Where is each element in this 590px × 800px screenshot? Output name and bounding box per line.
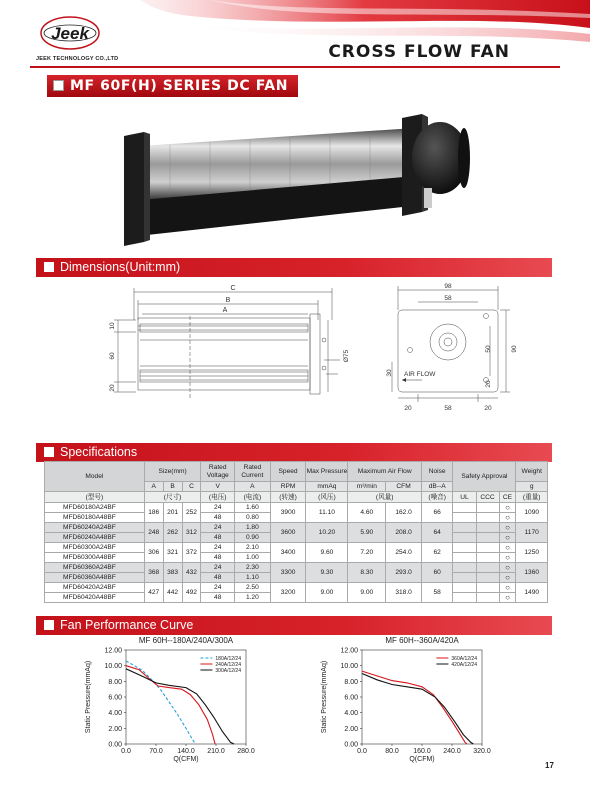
cell-voltage: 24 bbox=[201, 563, 235, 573]
cell-m3: 5.90 bbox=[348, 523, 386, 543]
col-ccc: CCC bbox=[476, 492, 499, 503]
cell-model: MFD60240A48BF bbox=[45, 533, 145, 543]
y-tick-label: 8.00 bbox=[344, 678, 358, 686]
y-tick-label: 10.00 bbox=[340, 663, 358, 671]
dim-label-a: A bbox=[222, 307, 228, 314]
section-performance: Fan Performance Curve bbox=[36, 616, 552, 635]
cell-cfm: 318.0 bbox=[386, 583, 422, 603]
cell-ce: ○ bbox=[499, 543, 516, 553]
y-tick-label: 8.00 bbox=[108, 678, 122, 686]
y-tick-label: 6.00 bbox=[108, 694, 122, 702]
page-header bbox=[0, 0, 590, 70]
dimension-drawing-side bbox=[100, 280, 360, 415]
x-axis-label: Q(CFM) bbox=[173, 756, 199, 763]
x-tick-label: 80.0 bbox=[385, 748, 399, 755]
table-row bbox=[45, 563, 548, 573]
x-tick-label: 320.0 bbox=[473, 748, 491, 755]
cell-ul bbox=[453, 503, 476, 513]
y-tick-label: 2.00 bbox=[108, 725, 122, 733]
cell-ul bbox=[453, 583, 476, 593]
cell-current: 1.20 bbox=[235, 593, 271, 603]
dim-label-50: 50 bbox=[485, 345, 492, 353]
x-axis-label: Q(CFM) bbox=[409, 756, 435, 763]
unit-a: A bbox=[144, 482, 163, 492]
cell-weight: 1490 bbox=[516, 583, 548, 603]
cell-speed: 3400 bbox=[270, 543, 306, 563]
cell-voltage: 48 bbox=[201, 593, 235, 603]
col-model: Model bbox=[45, 462, 145, 492]
jeek-logo bbox=[40, 14, 100, 52]
cell-ce: ○ bbox=[499, 503, 516, 513]
col-voltage: Rated Voltage bbox=[201, 462, 235, 482]
section-specifications: Specifications bbox=[36, 443, 552, 462]
cell-a: 306 bbox=[144, 543, 163, 563]
cell-b: 201 bbox=[163, 503, 182, 523]
cell-voltage: 48 bbox=[201, 533, 235, 543]
cell-current: 2.10 bbox=[235, 543, 271, 553]
y-tick-label: 12.00 bbox=[104, 647, 122, 655]
bullet-box-icon bbox=[44, 620, 54, 630]
series-line-0 bbox=[362, 671, 467, 744]
cell-model: MFD60300A48BF bbox=[45, 553, 145, 563]
cell-model: MFD60300A24BF bbox=[45, 543, 145, 553]
unit-v: V bbox=[201, 482, 235, 492]
cell-current: 1.10 bbox=[235, 573, 271, 583]
cell-pressure: 9.00 bbox=[306, 583, 348, 603]
dim-label-diameter: Ø75 bbox=[343, 349, 350, 363]
cell-ccc bbox=[476, 533, 499, 543]
cn-size: (尺寸) bbox=[144, 492, 201, 503]
cell-c: 492 bbox=[182, 583, 201, 603]
cell-voltage: 24 bbox=[201, 523, 235, 533]
cell-voltage: 24 bbox=[201, 583, 235, 593]
unit-mmaq: mmAq bbox=[306, 482, 348, 492]
legend-label: 420A/12/24 bbox=[451, 662, 477, 668]
cn-airflow: (风量) bbox=[348, 492, 422, 503]
cell-weight: 1090 bbox=[516, 503, 548, 523]
unit-b: B bbox=[163, 482, 182, 492]
unit-amp: A bbox=[235, 482, 271, 492]
table-row bbox=[45, 543, 548, 553]
cell-a: 368 bbox=[144, 563, 163, 583]
cell-noise: 58 bbox=[421, 583, 453, 603]
dim-label-20-right: 20 bbox=[485, 380, 492, 388]
cell-c: 252 bbox=[182, 503, 201, 523]
y-tick-label: 2.00 bbox=[344, 725, 358, 733]
table-row bbox=[45, 523, 548, 533]
x-tick-label: 240.0 bbox=[443, 748, 461, 755]
cell-b: 383 bbox=[163, 563, 182, 583]
cell-m3: 8.30 bbox=[348, 563, 386, 583]
cell-a: 248 bbox=[144, 523, 163, 543]
cell-ul bbox=[453, 533, 476, 543]
dim-label-30: 30 bbox=[386, 369, 393, 377]
cell-noise: 62 bbox=[421, 543, 453, 563]
chart-title: MF 60H--360A/420A bbox=[385, 636, 459, 645]
cell-weight: 1250 bbox=[516, 543, 548, 563]
cell-b: 262 bbox=[163, 523, 182, 543]
cell-model: MFD60180A24BF bbox=[45, 503, 145, 513]
cell-model: MFD60420A24BF bbox=[45, 583, 145, 593]
cell-c: 432 bbox=[182, 563, 201, 583]
series-line-1 bbox=[362, 674, 473, 745]
cell-ccc bbox=[476, 503, 499, 513]
cell-ccc bbox=[476, 563, 499, 573]
cell-weight: 1170 bbox=[516, 523, 548, 543]
cell-model: MFD60360A24BF bbox=[45, 563, 145, 573]
catalog-title: CROSS FLOW FAN bbox=[328, 42, 510, 62]
cell-pressure: 9.60 bbox=[306, 543, 348, 563]
cell-ce: ○ bbox=[499, 563, 516, 573]
col-current: Rated Current bbox=[235, 462, 271, 482]
dimension-drawing-end bbox=[380, 280, 520, 415]
x-tick-label: 70.0 bbox=[149, 748, 163, 755]
bullet-box-icon bbox=[44, 262, 54, 272]
cell-ccc bbox=[476, 553, 499, 563]
cell-ccc bbox=[476, 583, 499, 593]
cell-ccc bbox=[476, 523, 499, 533]
cell-speed: 3600 bbox=[270, 523, 306, 543]
bullet-box-icon bbox=[44, 447, 54, 457]
cell-pressure: 10.20 bbox=[306, 523, 348, 543]
cell-voltage: 48 bbox=[201, 553, 235, 563]
cell-current: 1.00 bbox=[235, 553, 271, 563]
cell-ccc bbox=[476, 513, 499, 523]
cell-ul bbox=[453, 523, 476, 533]
cell-speed: 3300 bbox=[270, 563, 306, 583]
x-tick-label: 160.0 bbox=[413, 748, 431, 755]
dim-label-c: C bbox=[230, 285, 236, 292]
cell-current: 0.80 bbox=[235, 513, 271, 523]
legend-label: 300A/12/24 bbox=[215, 668, 241, 674]
cell-current: 1.80 bbox=[235, 523, 271, 533]
col-weight: Weight bbox=[516, 462, 548, 482]
cell-pressure: 11.10 bbox=[306, 503, 348, 523]
unit-rpm: RPM bbox=[270, 482, 306, 492]
cell-ccc bbox=[476, 543, 499, 553]
cell-ce: ○ bbox=[499, 573, 516, 583]
col-ce: CE bbox=[499, 492, 516, 503]
chart-title: MF 60H--180A/240A/300A bbox=[138, 636, 234, 645]
cell-m3: 7.20 bbox=[348, 543, 386, 563]
table-row bbox=[45, 583, 548, 593]
cell-model: MFD60240A24BF bbox=[45, 523, 145, 533]
header-divider bbox=[30, 66, 560, 68]
cell-c: 312 bbox=[182, 523, 201, 543]
cell-ccc bbox=[476, 593, 499, 603]
cell-current: 2.50 bbox=[235, 583, 271, 593]
cell-m3: 4.60 bbox=[348, 503, 386, 523]
cell-b: 321 bbox=[163, 543, 182, 563]
cell-a: 427 bbox=[144, 583, 163, 603]
cell-ul bbox=[453, 543, 476, 553]
cn-voltage: (电压) bbox=[201, 492, 235, 503]
series-line-1 bbox=[126, 666, 215, 744]
dim-label-90: 90 bbox=[511, 345, 518, 353]
cn-weight: (重量) bbox=[516, 492, 548, 503]
cell-noise: 66 bbox=[421, 503, 453, 523]
unit-cfm: CFM bbox=[386, 482, 422, 492]
cell-noise: 60 bbox=[421, 563, 453, 583]
fan-product-image bbox=[110, 108, 480, 248]
dim-label-58-top: 58 bbox=[444, 295, 452, 302]
cell-model: MFD60420A48BF bbox=[45, 593, 145, 603]
dim-label-58-bottom: 58 bbox=[444, 405, 452, 412]
company-name: JEEK TECHNOLOGY CO.,LTD bbox=[36, 56, 119, 62]
bullet-box-icon bbox=[53, 80, 64, 91]
airflow-label: AIR FLOW bbox=[404, 371, 436, 378]
cn-noise: (噪音) bbox=[421, 492, 453, 503]
cell-ce: ○ bbox=[499, 553, 516, 563]
cell-ce: ○ bbox=[499, 513, 516, 523]
cell-voltage: 48 bbox=[201, 573, 235, 583]
col-ul: UL bbox=[453, 492, 476, 503]
cell-cfm: 208.0 bbox=[386, 523, 422, 543]
cn-pressure: (风压) bbox=[306, 492, 348, 503]
y-tick-label: 4.00 bbox=[344, 710, 358, 718]
cell-current: 2.30 bbox=[235, 563, 271, 573]
unit-c: C bbox=[182, 482, 201, 492]
series-line-2 bbox=[126, 669, 234, 744]
cell-model: MFD60360A48BF bbox=[45, 573, 145, 583]
y-tick-label: 0.00 bbox=[344, 741, 358, 749]
performance-chart-180-240-300 bbox=[82, 634, 272, 766]
col-safety: Safety Approval bbox=[453, 462, 516, 492]
cell-m3: 9.00 bbox=[348, 583, 386, 603]
cell-pressure: 9.30 bbox=[306, 563, 348, 583]
section-dimensions: Dimensions(Unit:mm) bbox=[36, 258, 552, 277]
cn-model: (型号) bbox=[45, 492, 145, 503]
y-axis-label: Static Pressure(mmAq) bbox=[321, 660, 328, 734]
dim-label-b: B bbox=[225, 297, 231, 304]
cell-ce: ○ bbox=[499, 583, 516, 593]
cell-ul bbox=[453, 573, 476, 583]
cell-voltage: 24 bbox=[201, 503, 235, 513]
dim-label-60: 60 bbox=[109, 352, 116, 360]
y-tick-label: 12.00 bbox=[340, 647, 358, 655]
col-airflow: Maximum Air Flow bbox=[348, 462, 422, 482]
dim-label-10: 10 bbox=[109, 322, 116, 330]
cell-noise: 64 bbox=[421, 523, 453, 543]
page-number: 17 bbox=[545, 761, 554, 770]
cell-ce: ○ bbox=[499, 593, 516, 603]
y-axis-label: Static Pressure(mmAq) bbox=[85, 660, 92, 734]
dim-label-98: 98 bbox=[444, 283, 452, 290]
x-tick-label: 0.0 bbox=[121, 748, 131, 755]
cell-model: MFD60180A48BF bbox=[45, 513, 145, 523]
cell-speed: 3200 bbox=[270, 583, 306, 603]
col-speed: Speed bbox=[270, 462, 306, 482]
cell-a: 186 bbox=[144, 503, 163, 523]
y-tick-label: 10.00 bbox=[104, 663, 122, 671]
cell-current: 1.60 bbox=[235, 503, 271, 513]
y-tick-label: 6.00 bbox=[344, 694, 358, 702]
y-tick-label: 0.00 bbox=[108, 741, 122, 749]
col-noise: Noise bbox=[421, 462, 453, 482]
svg-text:Jeek: Jeek bbox=[51, 24, 89, 43]
cell-ce: ○ bbox=[499, 523, 516, 533]
cell-ul bbox=[453, 513, 476, 523]
table-row bbox=[45, 503, 548, 513]
x-tick-label: 140.0 bbox=[177, 748, 195, 755]
unit-dba: dB--A bbox=[421, 482, 453, 492]
cell-ccc bbox=[476, 573, 499, 583]
dim-label-20: 20 bbox=[109, 384, 116, 392]
cell-weight: 1360 bbox=[516, 563, 548, 583]
x-tick-label: 280.0 bbox=[237, 748, 255, 755]
cell-ul bbox=[453, 553, 476, 563]
col-size: Size(mm) bbox=[144, 462, 201, 482]
cell-speed: 3900 bbox=[270, 503, 306, 523]
cell-ul bbox=[453, 563, 476, 573]
series-title: MF 60F(H) SERIES DC FAN bbox=[47, 75, 298, 97]
cell-cfm: 293.0 bbox=[386, 563, 422, 583]
cell-ul bbox=[453, 593, 476, 603]
cell-cfm: 162.0 bbox=[386, 503, 422, 523]
dim-label-20-bottom-right: 20 bbox=[484, 405, 492, 412]
unit-g: g bbox=[516, 482, 548, 492]
cell-b: 442 bbox=[163, 583, 182, 603]
unit-m3: m³/min bbox=[348, 482, 386, 492]
legend-label: 180A/12/24 bbox=[215, 656, 241, 662]
cn-speed: (转速) bbox=[270, 492, 306, 503]
performance-chart-360-420 bbox=[318, 634, 508, 766]
cell-cfm: 254.0 bbox=[386, 543, 422, 563]
x-tick-label: 0.0 bbox=[357, 748, 367, 755]
cn-current: (电流) bbox=[235, 492, 271, 503]
legend-label: 360A/12/24 bbox=[451, 656, 477, 662]
y-tick-label: 4.00 bbox=[108, 710, 122, 718]
col-pressure: Max Pressure bbox=[306, 462, 348, 482]
cell-c: 372 bbox=[182, 543, 201, 563]
cell-voltage: 48 bbox=[201, 513, 235, 523]
dim-label-20-bottom-left: 20 bbox=[404, 405, 412, 412]
cell-current: 0.90 bbox=[235, 533, 271, 543]
x-tick-label: 210.0 bbox=[207, 748, 225, 755]
cell-ce: ○ bbox=[499, 533, 516, 543]
legend-label: 240A/12/24 bbox=[215, 662, 241, 668]
specifications-table bbox=[44, 461, 548, 603]
cell-voltage: 24 bbox=[201, 543, 235, 553]
